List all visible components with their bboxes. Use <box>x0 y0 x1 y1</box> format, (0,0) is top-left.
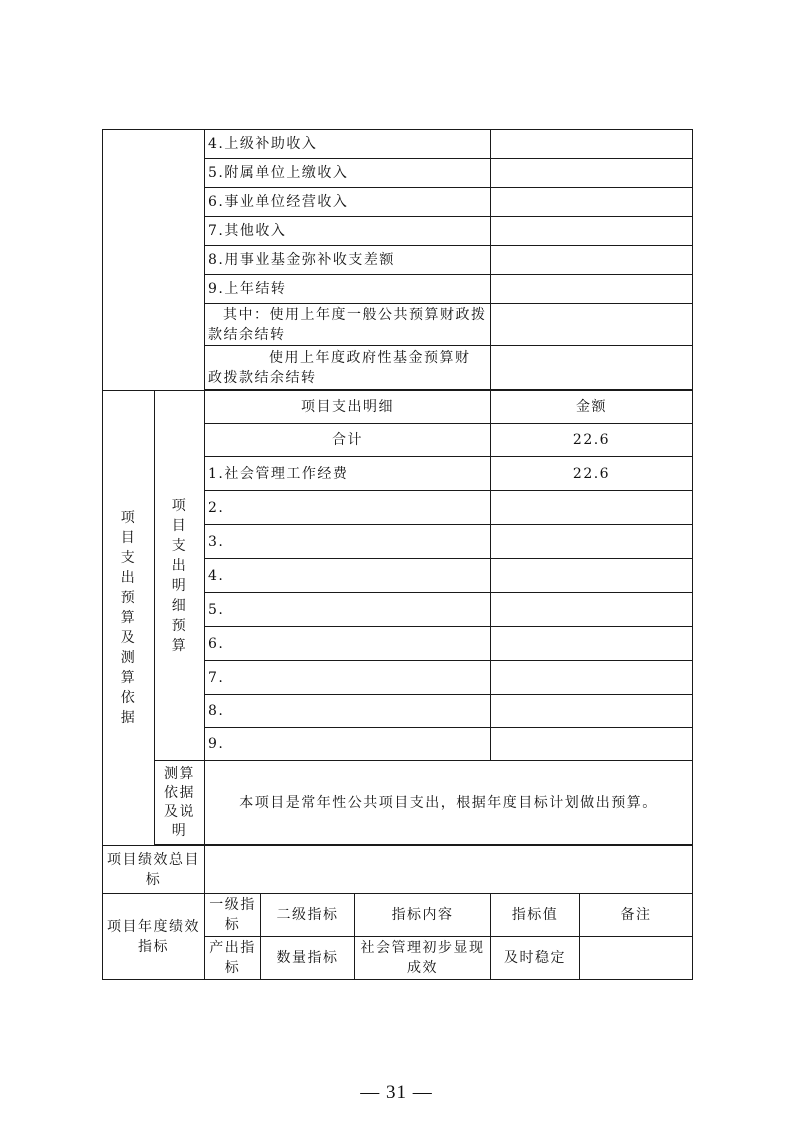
income-item-amount <box>491 246 693 275</box>
income-item-amount <box>491 275 693 304</box>
detail-item-amount <box>491 728 693 761</box>
label-char: 支 <box>120 550 137 566</box>
level1-header-line1: 一级指 <box>209 897 256 913</box>
detail-item-label: 5. <box>205 593 491 627</box>
total-label: 合计 <box>205 424 491 457</box>
level1-cell-line1: 产出指 <box>209 940 256 956</box>
label-char: 算 <box>120 610 137 626</box>
income-item-amount <box>491 130 693 159</box>
value-header: 指标值 <box>491 894 580 937</box>
label-char: 明 <box>171 577 188 594</box>
label-char: 支 <box>171 537 188 554</box>
carryover-general-label <box>205 304 491 346</box>
detail-item-amount <box>491 661 693 695</box>
remark-cell <box>580 937 693 980</box>
label-char: 出 <box>171 557 188 574</box>
label-char: 项 <box>171 497 188 514</box>
detail-item-label: 9. <box>205 728 491 761</box>
label-char: 预 <box>171 617 188 634</box>
detail-item-amount <box>491 525 693 559</box>
carryover-general-line1: 其中：使用上年度一般公共预算财政拨 <box>223 306 487 323</box>
page-number: — 31 — <box>360 1082 433 1103</box>
label-char: 出 <box>120 570 137 586</box>
income-item-amount <box>491 217 693 246</box>
income-item-label: 5.附属单位上缴收入 <box>205 159 491 188</box>
detail-item-amount <box>491 627 693 661</box>
income-item-label: 9.上年结转 <box>205 275 491 304</box>
level2-cell: 数量指标 <box>261 937 355 980</box>
label-char: 算 <box>171 637 188 654</box>
content-cell-line1: 社会管理初步显现 <box>360 940 485 956</box>
carryover-fund-line2: 政拨款结余结转 <box>208 369 317 386</box>
basis-label-line: 及说 <box>164 803 195 820</box>
content-cell <box>355 937 491 980</box>
income-item-label: 7.其他收入 <box>205 217 491 246</box>
carryover-general-line2: 款结余结转 <box>208 326 286 343</box>
project-detail-label <box>155 391 205 761</box>
income-item-label: 4.上级补助收入 <box>205 130 491 159</box>
level1-cell <box>205 937 261 980</box>
detail-item-label: 2. <box>205 491 491 525</box>
detail-item-amount <box>491 593 693 627</box>
label-char: 项 <box>120 510 137 526</box>
carryover-fund-amount <box>491 346 693 390</box>
detail-item-label: 3. <box>205 525 491 559</box>
detail-item-label: 6. <box>205 627 491 661</box>
income-item-amount <box>491 159 693 188</box>
level1-header <box>205 894 261 937</box>
project-budget-label <box>103 391 155 846</box>
income-item-label: 8.用事业基金弥补收支差额 <box>205 246 491 275</box>
indicators-label-line2: 指标 <box>138 938 169 955</box>
detail-item-amount: 22.6 <box>491 457 693 491</box>
income-category-cell <box>103 130 205 391</box>
level1-header-line2: 标 <box>224 917 241 933</box>
total-amount: 22.6 <box>491 424 693 457</box>
performance-goal-value <box>205 846 693 894</box>
carryover-general-amount <box>491 304 693 346</box>
detail-item-amount <box>491 491 693 525</box>
goal-label-line1: 项目绩效总目 <box>107 851 200 868</box>
budget-form-table <box>102 129 693 980</box>
level2-header: 二级指标 <box>261 894 355 937</box>
label-char: 预 <box>120 590 137 606</box>
basis-label-line: 明 <box>171 822 188 839</box>
detail-item-amount <box>491 695 693 728</box>
performance-goal-label <box>103 846 205 894</box>
label-char: 目 <box>120 530 137 546</box>
detail-header: 项目支出明细 <box>205 391 491 424</box>
value-cell: 及时稳定 <box>491 937 580 980</box>
detail-item-amount <box>491 559 693 593</box>
label-char: 目 <box>171 517 188 534</box>
carryover-fund-label <box>205 346 491 390</box>
goal-label-line2: 标 <box>145 871 162 888</box>
basis-label <box>155 761 205 845</box>
label-char: 算 <box>120 670 137 686</box>
basis-text: 本项目是常年性公共项目支出，根据年度目标计划做出预算。 <box>205 761 693 845</box>
detail-item-label: 7. <box>205 661 491 695</box>
label-char: 及 <box>120 630 137 646</box>
carryover-fund-line1: 使用上年度政府性基金预算财 <box>269 349 471 366</box>
content-header: 指标内容 <box>355 894 491 937</box>
amount-header: 金额 <box>491 391 693 424</box>
level1-cell-line2: 标 <box>224 960 241 976</box>
label-char: 测 <box>120 650 137 666</box>
basis-label-line: 测算 <box>164 765 195 782</box>
detail-item-label: 4. <box>205 559 491 593</box>
detail-item-label: 8. <box>205 695 491 728</box>
income-item-amount <box>491 188 693 217</box>
detail-item-label: 1.社会管理工作经费 <box>205 457 491 491</box>
label-char: 依 <box>120 690 137 706</box>
income-item-label: 6.事业单位经营收入 <box>205 188 491 217</box>
content-cell-line2: 成效 <box>407 960 438 976</box>
indicators-label <box>103 894 205 980</box>
indicators-label-line1: 项目年度绩效 <box>107 918 200 935</box>
remark-header: 备注 <box>580 894 693 937</box>
label-char: 据 <box>120 710 137 726</box>
basis-label-line: 依据 <box>164 784 195 801</box>
label-char: 细 <box>171 597 188 614</box>
